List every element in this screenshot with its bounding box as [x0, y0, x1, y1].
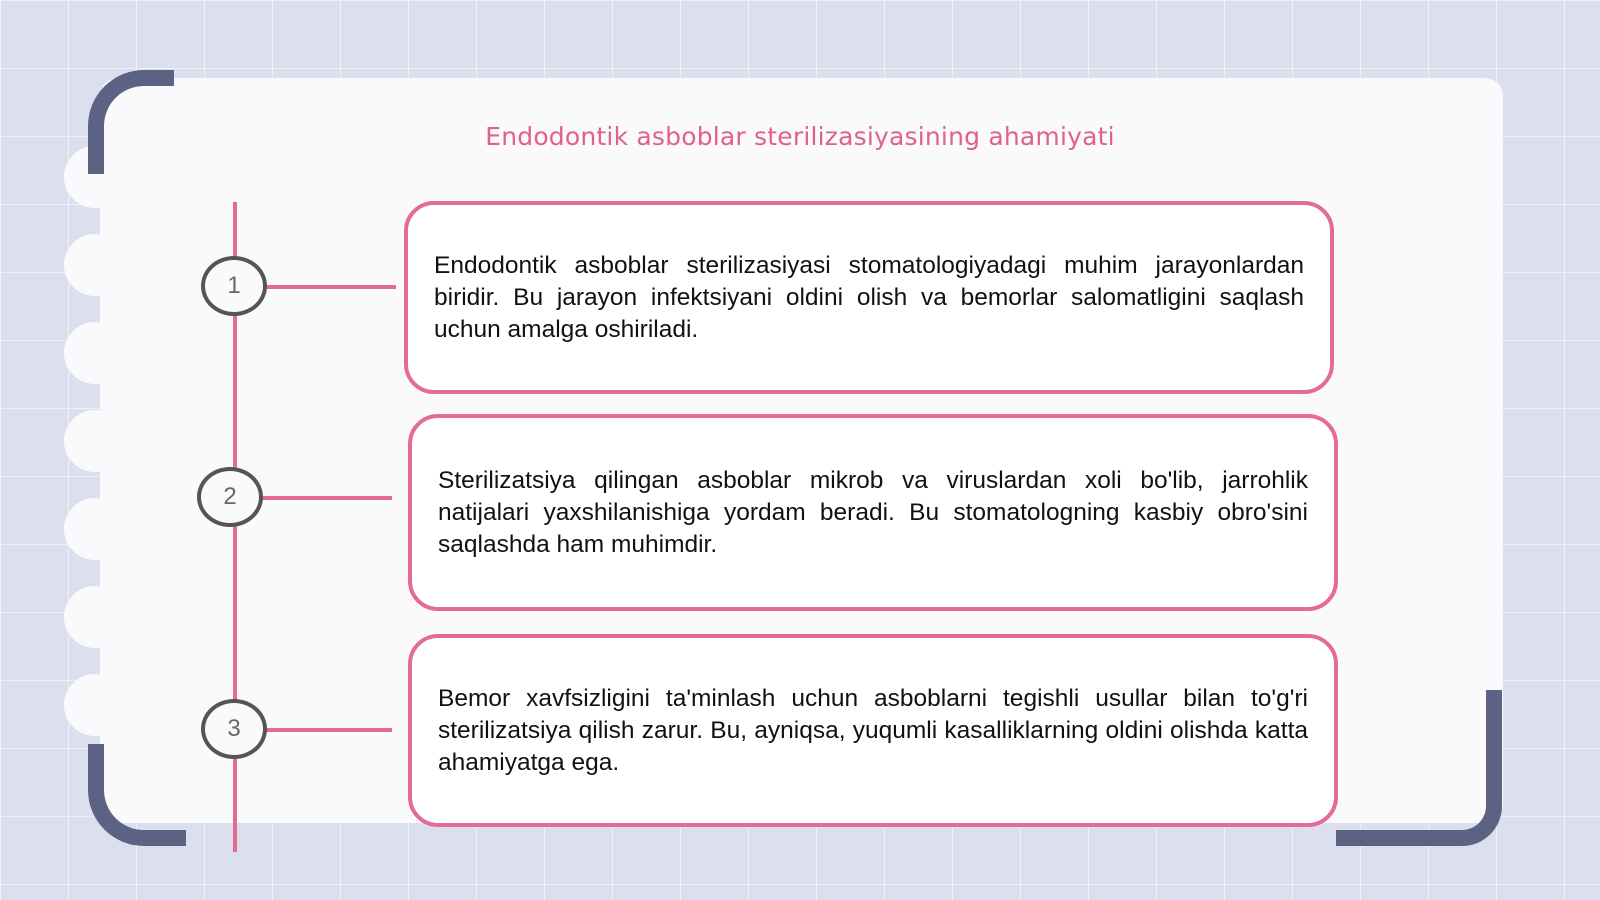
scallop-decoration — [64, 586, 126, 648]
scallop-decoration — [64, 498, 126, 560]
step-text-2: Sterilizatsiya qilingan asboblar mikrob va viruslardan xoli bo'lib, jarrohlik natijalari yaxshilanishiga yordam beradi. Bu stomatologning kasbiy obro'sini saqlashda ham muhimdir. — [438, 466, 1308, 558]
slide-title: Endodontik asboblar sterilizasiyasining ahamiyati — [485, 122, 1115, 151]
step-text-1: Endodontik asboblar sterilizasiyasi stomatologiyadagi muhim jarayonlardan biridir. Bu jarayon infektsiyani oldini olish va bemorlar salomatligini saqlash uchun amalga oshiriladi. — [434, 251, 1304, 343]
step-text-3: Bemor xavfsizligini ta'minlash uchun asboblarni tegishli usullar bilan to'g'ri sterilizatsiya qilish zarur. Bu, ayniqsa, yuqumli kasalliklarning oldini olishda katta ahamiyatga ega. — [438, 684, 1308, 776]
step-number-3: 3 — [201, 699, 267, 759]
frame-corner-bottom-left — [88, 744, 186, 846]
scallop-decoration — [64, 234, 126, 296]
connector-line-1 — [266, 285, 396, 289]
step-number-1: 1 — [201, 256, 267, 316]
scallop-decoration — [64, 674, 126, 736]
step-box-3 — [408, 634, 1338, 827]
connector-line-3 — [266, 728, 392, 732]
frame-corner-bottom-right — [1336, 690, 1502, 846]
step-box-2 — [408, 414, 1338, 611]
scallop-decoration — [64, 322, 126, 384]
scallop-decoration — [64, 410, 126, 472]
step-number-2: 2 — [197, 467, 263, 527]
connector-line-2 — [262, 496, 392, 500]
step-box-1 — [404, 201, 1334, 394]
